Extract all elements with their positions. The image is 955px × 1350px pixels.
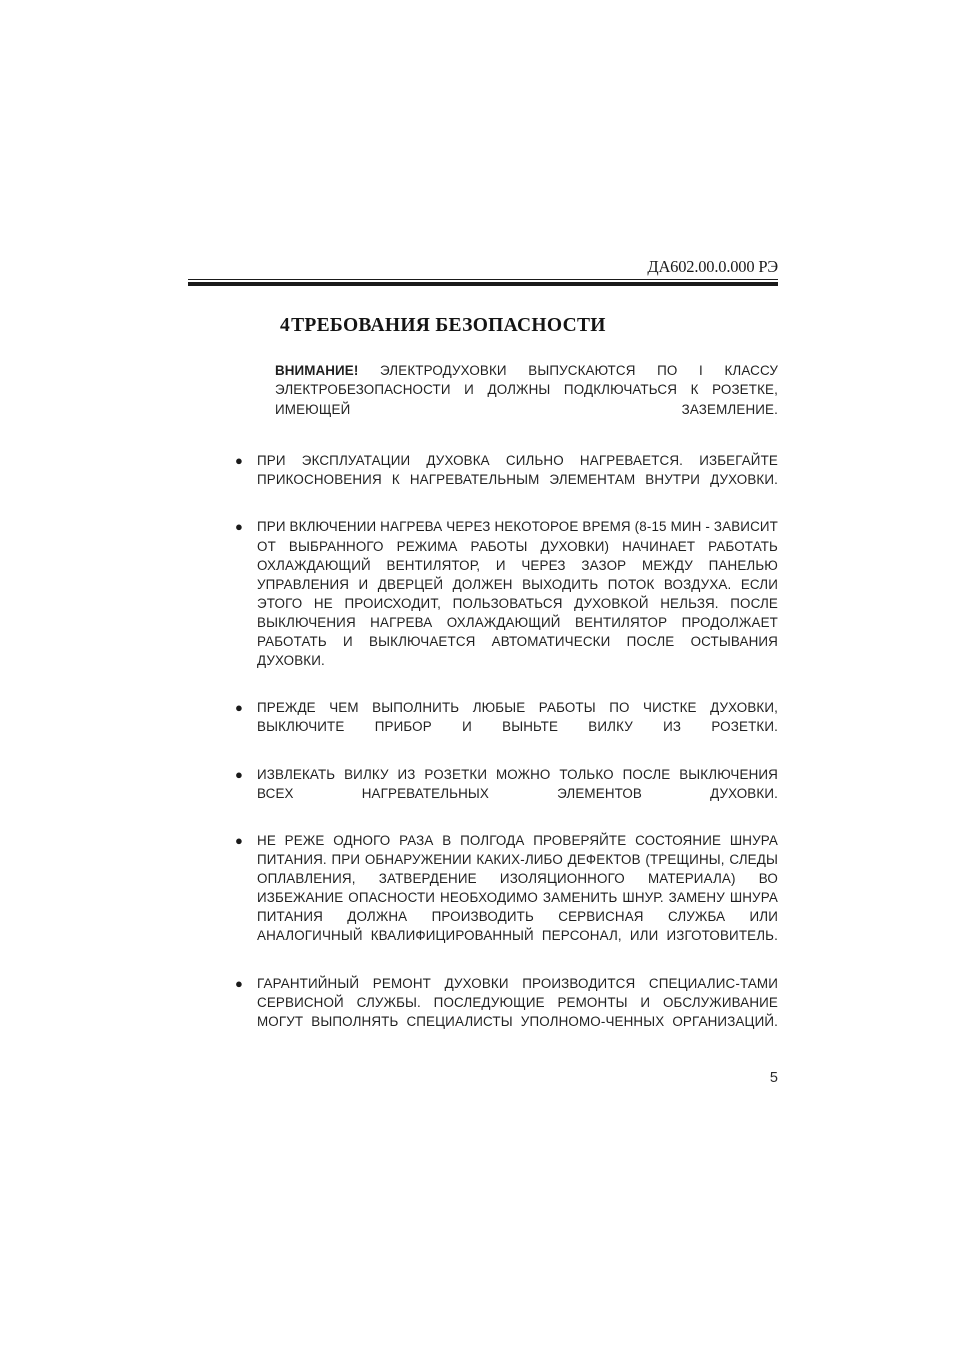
header-rule-thick [188,282,778,286]
safety-requirements-list [188,451,778,1050]
page-content [188,348,778,1059]
list-item [235,765,778,822]
page-number: 5 [769,1070,778,1086]
list-item [235,831,778,965]
section-number: 4 [280,315,291,337]
warning-text: ЭЛЕКТРОДУХОВКИ ВЫПУСКАЮТСЯ ПО I КЛАССУ ЭЛЕКТРОБЕЗОПАСНОСТИ И ДОЛЖНЫ ПОДКЛЮЧАТЬСЯ К РОЗЕТКЕ, ИМЕЮЩЕЙ ЗАЗЕМЛЕНИЕ. [275,363,778,417]
list-item [235,974,778,1050]
bullet-icon: ● [235,832,244,848]
bullet-icon: ● [235,519,244,535]
header-rule-thin [188,279,778,280]
list-item-text: ПРИ ЭКСПЛУАТАЦИИ ДУХОВКА СИЛЬНО НАГРЕВАЕТСЯ. ИЗБЕГАЙТЕ ПРИКОСНОВЕНИЯ К НАГРЕВАТЕЛЬНЫМ ЭЛЕМЕНТАМ ВНУТРИ ДУХОВКИ. [257,453,778,488]
bullet-icon: ● [235,766,244,782]
list-item [235,517,778,689]
page-header [188,258,778,286]
list-item-text: ИЗВЛЕКАТЬ ВИЛКУ ИЗ РОЗЕТКИ МОЖНО ТОЛЬКО ПОСЛЕ ВЫКЛЮЧЕНИЯ ВСЕХ НАГРЕВАТЕЛЬНЫХ ЭЛЕМЕНТОВ ДУХОВКИ. [257,766,778,801]
list-item-text: ГАРАНТИЙНЫЙ РЕМОНТ ДУХОВКИ ПРОИЗВОДИТСЯ СПЕЦИАЛИС-ТАМИ СЕРВИСНОЙ СЛУЖБЫ. ПОСЛЕДУЮЩИЕ РЕМОНТЫ И ОБСЛУЖИВАНИЕ МОГУТ ВЫПОЛНЯТЬ СПЕЦИАЛИСТЫ УПОЛНОМО-ЧЕННЫХ ОРГАНИЗАЦИЙ. [257,975,778,1029]
list-item-text: ПРЕЖДЕ ЧЕМ ВЫПОЛНИТЬ ЛЮБЫЕ РАБОТЫ ПО ЧИСТКЕ ДУХОВКИ, ВЫКЛЮЧИТЕ ПРИБОР И ВЫНЬТЕ ВИЛКУ ИЗ РОЗЕТКИ. [257,700,778,735]
bullet-icon: ● [235,453,244,469]
bullet-icon: ● [235,700,244,716]
section-title-text: ТРЕБОВАНИЯ БЕЗОПАСНОСТИ [291,315,606,337]
list-item-text: НЕ РЕЖЕ ОДНОГО РАЗА В ПОЛГОДА ПРОВЕРЯЙТЕ СОСТОЯНИЕ ШНУРА ПИТАНИЯ. ПРИ ОБНАРУЖЕНИИ КАКИХ-ЛИБО ДЕФЕКТОВ (ТРЕЩИНЫ, СЛЕДЫ ОПЛАВЛЕНИЯ, ЗАТВЕРДЕНИЕ ИЗОЛЯЦИОННОГО МАТЕРИАЛА) ВО ИЗБЕЖАНИЕ ОПАСНОСТИ НЕОБХОДИМО ЗАМЕНИТЬ ШНУР. ЗАМЕНУ ШНУРА ПИТАНИЯ ДОЛЖНА ПРОИЗВОДИТЬ СЕРВИСНАЯ СЛУЖБА ИЛИ АНАЛОГИЧНЫЙ КВАЛИФИЦИРОВАННЫЙ ПЕРСОНАЛ, ИЛИ ИЗГОТОВИТЕЛЬ. [257,832,778,944]
list-item [235,451,778,508]
warning-label: ВНИМАНИЕ! [275,363,359,379]
list-item [235,698,778,755]
list-item-text: ПРИ ВКЛЮЧЕНИИ НАГРЕВА ЧЕРЕЗ НЕКОТОРОЕ ВРЕМЯ (8-15 МИН - ЗАВИСИТ ОТ ВЫБРАННОГО РЕЖИМА РАБОТЫ ДУХОВКИ) НАЧИНАЕТ РАБОТАТЬ ОХЛАЖДАЮЩИЙ ВЕНТИЛЯТОР, И ЧЕРЕЗ ЗАЗОР МЕЖДУ ПАНЕЛЬЮ УПРАВЛЕНИЯ И ДВЕРЦЕЙ ДОЛЖЕН ВЫХОДИТЬ ПОТОК ВОЗДУХА. ЕСЛИ ЭТОГО НЕ ПРОИСХОДИТ, ПОЛЬЗОВАТЬСЯ ДУХОВКОЙ НЕЛЬЗЯ. ПОСЛЕ ВЫКЛЮЧЕНИЯ НАГРЕВА ОХЛАЖДАЮЩИЙ ВЕНТИЛЯТОР ПРОДОЛЖАЕТ РАБОТАТЬ И ВЫКЛЮЧАЕТСЯ АВТОМАТИЧЕСКИ ПОСЛЕ ОСТЫВАНИЯ ДУХОВКИ. [257,519,778,669]
page-title [280,315,606,337]
warning-paragraph [275,361,778,437]
bullet-icon: ● [235,975,244,991]
document-code: ДА602.00.0.000 РЭ [647,257,778,276]
